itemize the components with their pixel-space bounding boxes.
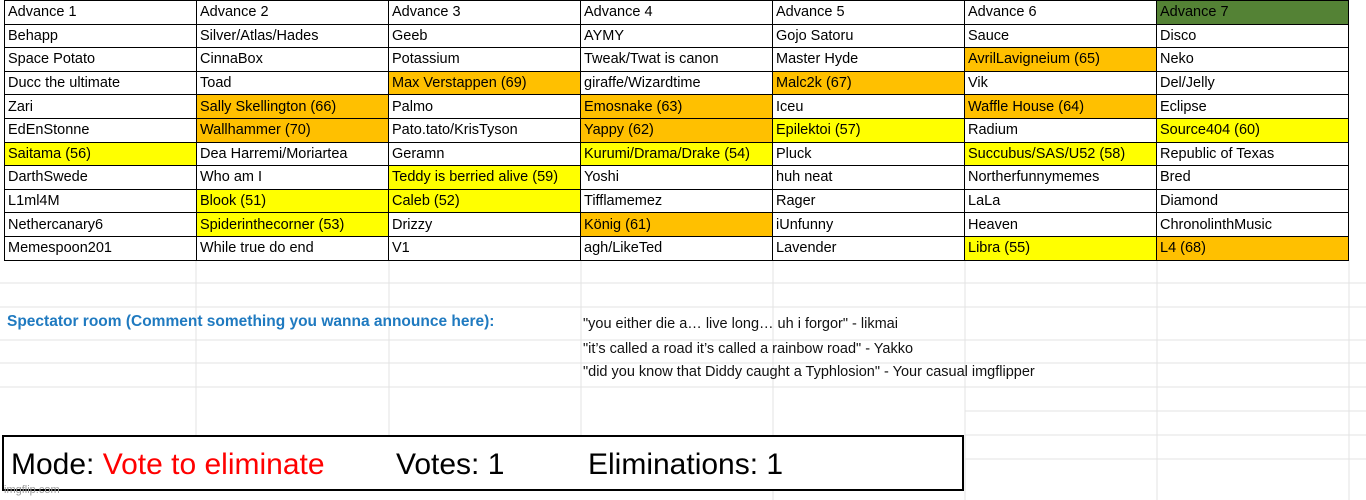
- table-cell[interactable]: V1: [389, 236, 581, 260]
- table-cell[interactable]: Waffle House (64): [965, 95, 1157, 119]
- table-cell[interactable]: Bred: [1157, 166, 1349, 190]
- table-cell[interactable]: Spiderinthecorner (53): [197, 213, 389, 237]
- table-cell[interactable]: giraffe/Wizardtime: [581, 71, 773, 95]
- mode-label: Mode:: [11, 448, 103, 481]
- votes-count: Votes: 1: [396, 448, 505, 481]
- table-cell[interactable]: Drizzy: [389, 213, 581, 237]
- table-cell[interactable]: DarthSwede: [5, 166, 197, 190]
- table-cell[interactable]: huh neat: [773, 166, 965, 190]
- table-cell[interactable]: Disco: [1157, 24, 1349, 48]
- table-cell[interactable]: Geramn: [389, 142, 581, 166]
- spectator-quote-3[interactable]: "did you know that Diddy caught a Typhlosion" - Your casual imgflipper: [583, 364, 1035, 380]
- table-cell[interactable]: EdEnStonne: [5, 118, 197, 142]
- table-cell[interactable]: Palmo: [389, 95, 581, 119]
- table-cell[interactable]: Max Verstappen (69): [389, 71, 581, 95]
- table-cell[interactable]: Eclipse: [1157, 95, 1349, 119]
- table-cell[interactable]: König (61): [581, 213, 773, 237]
- spectator-quote-2[interactable]: "it’s called a road it’s called a rainbow road" - Yakko: [583, 341, 914, 357]
- table-cell[interactable]: Del/Jelly: [1157, 71, 1349, 95]
- table-row: [5, 24, 1349, 48]
- table-cell[interactable]: Yappy (62): [581, 118, 773, 142]
- spectator-label: Spectator room (Comment something you wanna announce here):: [7, 313, 495, 330]
- table-cell[interactable]: L4 (68): [1157, 236, 1349, 260]
- table-row: [5, 166, 1349, 190]
- table-cell[interactable]: Emosnake (63): [581, 95, 773, 119]
- table-cell[interactable]: Pato.tato/KrisTyson: [389, 118, 581, 142]
- table-cell[interactable]: Rager: [773, 189, 965, 213]
- table-cell[interactable]: AYMY: [581, 24, 773, 48]
- table-cell[interactable]: Lavender: [773, 236, 965, 260]
- table-cell[interactable]: Silver/Atlas/Hades: [197, 24, 389, 48]
- table-cell[interactable]: Geeb: [389, 24, 581, 48]
- bracket-table: [4, 0, 1349, 261]
- column-header-advance-5[interactable]: Advance 5: [773, 1, 965, 25]
- table-cell[interactable]: Sally Skellington (66): [197, 95, 389, 119]
- column-header-advance-4[interactable]: Advance 4: [581, 1, 773, 25]
- table-cell[interactable]: Libra (55): [965, 236, 1157, 260]
- table-cell[interactable]: Potassium: [389, 48, 581, 72]
- table-cell[interactable]: Radium: [965, 118, 1157, 142]
- imgflip-watermark: imgflip.com: [4, 484, 60, 496]
- table-cell[interactable]: Dea Harremi/Moriartea: [197, 142, 389, 166]
- eliminations-count: Eliminations: 1: [588, 448, 784, 481]
- table-cell[interactable]: Tweak/Twat is canon: [581, 48, 773, 72]
- table-cell[interactable]: Behapp: [5, 24, 197, 48]
- table-row: [5, 236, 1349, 260]
- table-cell[interactable]: agh/LikeTed: [581, 236, 773, 260]
- table-cell[interactable]: Epilektoi (57): [773, 118, 965, 142]
- table-cell[interactable]: Teddy is berried alive (59): [389, 166, 581, 190]
- spectator-quote-1[interactable]: "you either die a… live long… uh i forgor" - likmai: [583, 316, 898, 332]
- table-cell[interactable]: Toad: [197, 71, 389, 95]
- table-row: [5, 189, 1349, 213]
- table-row: [5, 142, 1349, 166]
- table-row: [5, 71, 1349, 95]
- table-cell[interactable]: Succubus/SAS/U52 (58): [965, 142, 1157, 166]
- table-cell[interactable]: Memespoon201: [5, 236, 197, 260]
- table-cell[interactable]: Pluck: [773, 142, 965, 166]
- table-cell[interactable]: Kurumi/Drama/Drake (54): [581, 142, 773, 166]
- table-cell[interactable]: While true do end: [197, 236, 389, 260]
- column-header-advance-3[interactable]: Advance 3: [389, 1, 581, 25]
- table-cell[interactable]: CinnaBox: [197, 48, 389, 72]
- table-cell[interactable]: Heaven: [965, 213, 1157, 237]
- table-cell[interactable]: Master Hyde: [773, 48, 965, 72]
- table-row: [5, 118, 1349, 142]
- table-cell[interactable]: Iceu: [773, 95, 965, 119]
- table-cell[interactable]: Neko: [1157, 48, 1349, 72]
- table-cell[interactable]: Zari: [5, 95, 197, 119]
- column-header-advance-7[interactable]: Advance 7: [1157, 1, 1349, 25]
- mode-text: [11, 448, 325, 482]
- table-cell[interactable]: Sauce: [965, 24, 1157, 48]
- table-cell[interactable]: Northerfunnymemes: [965, 166, 1157, 190]
- table-cell[interactable]: Space Potato: [5, 48, 197, 72]
- table-cell[interactable]: ChronolinthMusic: [1157, 213, 1349, 237]
- table-cell[interactable]: Who am I: [197, 166, 389, 190]
- column-header-advance-1[interactable]: Advance 1: [5, 1, 197, 25]
- table-cell[interactable]: Caleb (52): [389, 189, 581, 213]
- table-cell[interactable]: Wallhammer (70): [197, 118, 389, 142]
- column-header-advance-2[interactable]: Advance 2: [197, 1, 389, 25]
- table-cell[interactable]: Republic of Texas: [1157, 142, 1349, 166]
- table-cell[interactable]: iUnfunny: [773, 213, 965, 237]
- table-cell[interactable]: Tifflamemez: [581, 189, 773, 213]
- header-row: [5, 1, 1349, 25]
- table-cell[interactable]: Vik: [965, 71, 1157, 95]
- table-row: [5, 95, 1349, 119]
- table-cell[interactable]: LaLa: [965, 189, 1157, 213]
- table-cell[interactable]: L1ml4M: [5, 189, 197, 213]
- table-cell[interactable]: Yoshi: [581, 166, 773, 190]
- status-box: [2, 435, 964, 491]
- table-row: [5, 48, 1349, 72]
- table-cell[interactable]: Gojo Satoru: [773, 24, 965, 48]
- table-cell[interactable]: Blook (51): [197, 189, 389, 213]
- table-cell[interactable]: Ducc the ultimate: [5, 71, 197, 95]
- table-cell[interactable]: Malc2k (67): [773, 71, 965, 95]
- table-cell[interactable]: Nethercanary6: [5, 213, 197, 237]
- column-header-advance-6[interactable]: Advance 6: [965, 1, 1157, 25]
- table-row: [5, 213, 1349, 237]
- table-cell[interactable]: Saitama (56): [5, 142, 197, 166]
- mode-value: Vote to eliminate: [102, 448, 325, 481]
- table-cell[interactable]: Diamond: [1157, 189, 1349, 213]
- table-cell[interactable]: Source404 (60): [1157, 118, 1349, 142]
- table-cell[interactable]: AvrilLavigneium (65): [965, 48, 1157, 72]
